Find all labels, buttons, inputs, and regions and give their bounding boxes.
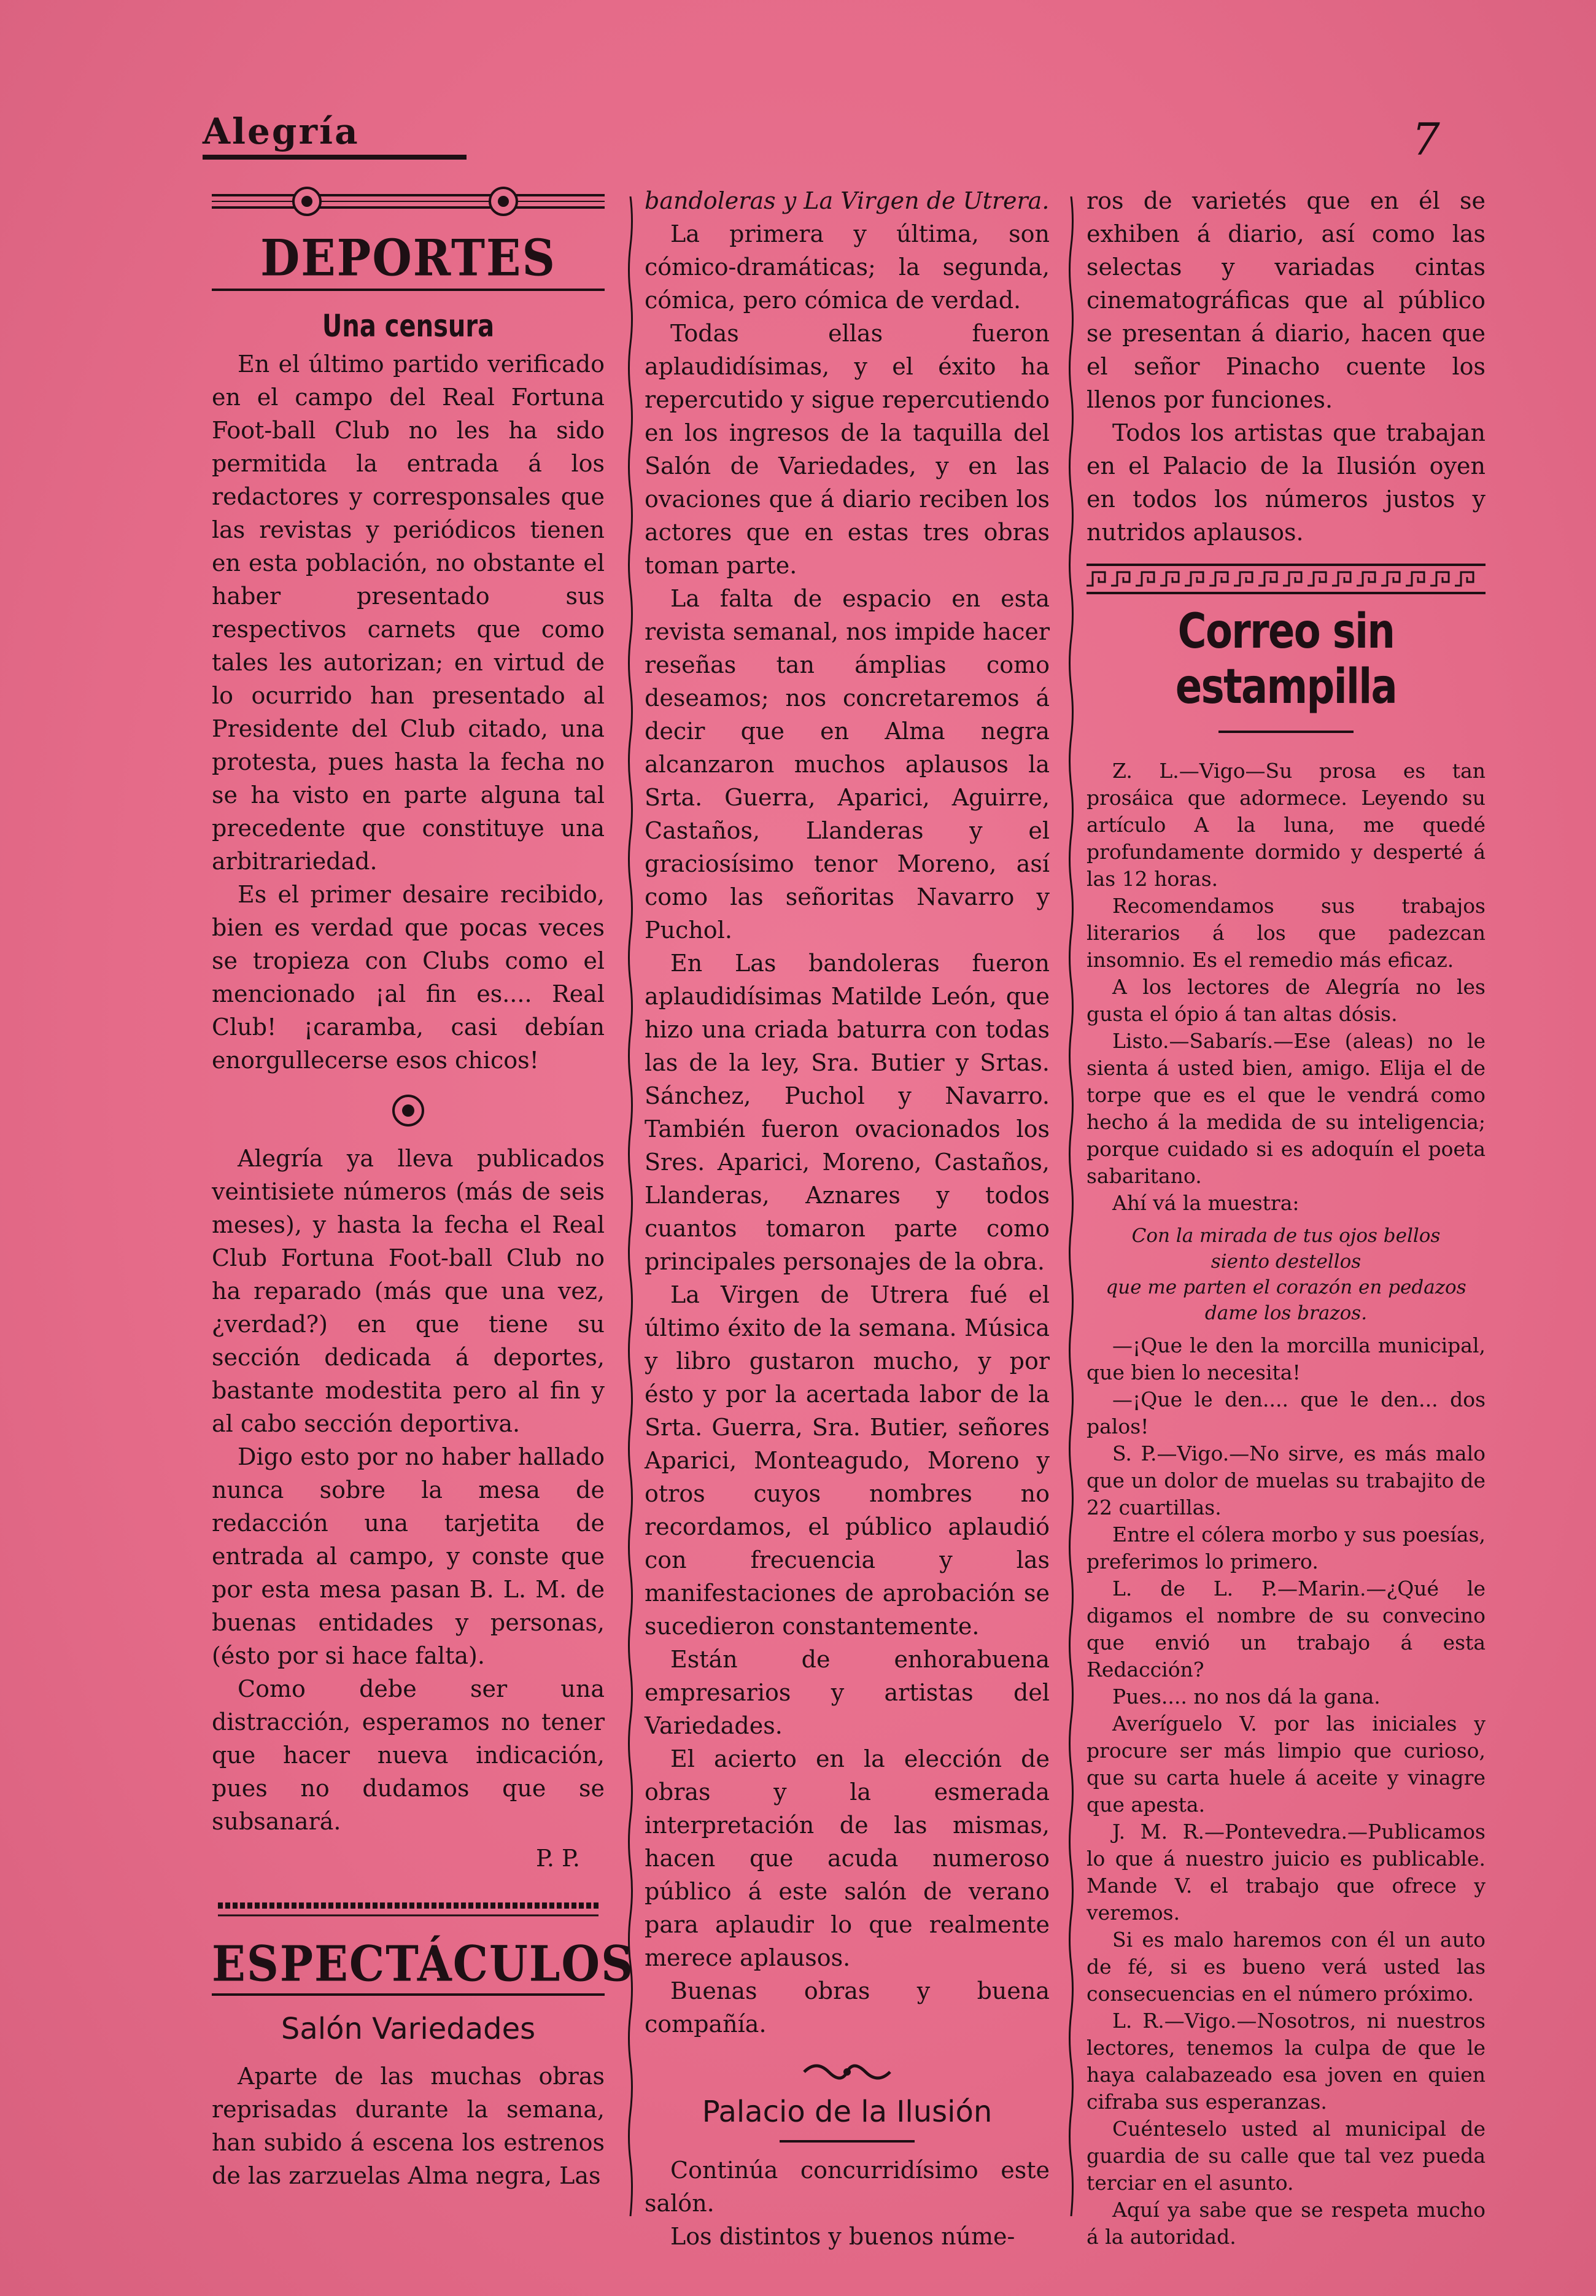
article-paragraph: En el último partido verificado en el campo del Real Fortuna Foot-ball Club no les ha sido permitida la entrada á los redactores y corresponsales que las revistas y periódicos tienen en esta población, no obstante el haber presentado sus respectivos carnets que como tales les autorizan; en virtud de lo ocurrido han presentado al Presidente del Club citado, una protesta, pues hasta la fecha no se ha visto en parte alguna tal precedente que constituye una arbitrariedad. (212, 351, 605, 875)
article-paragraph: Todos los artistas que trabajan en el Palacio de la Ilusión oyen en todos los números justos y nutridos aplausos. (1087, 419, 1486, 546)
mail-item: A los lectores de Alegría no les gusta el ópio á tan altas dósis. (1087, 975, 1486, 1026)
masthead: Alegría (203, 111, 360, 152)
verse-line: siento destellos (1211, 1251, 1362, 1273)
verse-line: dame los brazos. (1204, 1302, 1368, 1324)
greek-key-rule (1087, 561, 1486, 598)
article-paragraph: Alegría ya lleva publicados veintisiete números (más de seis meses), y hasta la fecha el Real Club Fortuna Foot-ball Club no ha reparado (más que una vez, ¿verdad?) en que tiene su sección dedicada á deportes, bastante modestita pero al fin y al cabo sección deportiva. (212, 1145, 605, 1437)
article-paragraph: La Virgen de Utrera fué el último éxito de la semana. Música y libro gustaron mucho, y por ésto y por la acertada labor de la Srta. Guerra, Sra. Butier, señores Aparici, Monteagudo, Moreno y otros cuyos nombres no recordamos, el público aplaudió con frecuencia y las manifestaciones de aprobación se sucedieron constantemente. (645, 1281, 1050, 1640)
article-title-palacio: Palacio de la Ilusión (702, 2095, 993, 2129)
mail-item: Recomendamos sus trabajos literarios á los que padezcan insomnio. Es el remedio más eficaz. (1087, 894, 1486, 972)
column-1 (212, 184, 635, 2192)
article-paragraph: Todas ellas fueron aplaudidísimas, y el éxito ha repercutido y sigue repercutiendo en los ingresos de la taquilla del Salón de Variedades, y en las ovaciones que á diario reciben los actores que en estas tres obras toman parte. (645, 320, 1050, 579)
column-rule-1 (626, 196, 635, 2216)
mail-item: Listo.—Sabarís.—Ese (aleas) no le sienta á usted bien, amigo. Elija el de torpe que es el que le vendrá como hecho á la medida de su inteligencia; porque cuidado si es adoquín el poeta sabaritano. (1087, 1029, 1486, 1188)
mail-item: —¡Que le den la morcilla municipal, que bien lo necesita! (1087, 1333, 1486, 1384)
flourish-icon (798, 2057, 896, 2087)
mail-item: Z. L.—Vigo—Su prosa es tan prosáica que adormece. Leyendo su artículo A la luna, me quedé profundamente dormido y desperté á las 12 horas. (1087, 759, 1486, 891)
ornament-rule-top (212, 184, 605, 219)
short-rule (1218, 731, 1354, 733)
mail-item: Entre el cólera morbo y sus poesías, preferimos lo primero. (1087, 1522, 1486, 1573)
article-paragraph: Están de enhorabuena empresarios y artistas del Variedades. (645, 1646, 1050, 1739)
article-title-salon: Salón Variedades (281, 2012, 536, 2046)
mail-item: Ahí vá la muestra: (1112, 1191, 1300, 1215)
page-number: 7 (1412, 114, 1440, 165)
mail-item: S. P.—Vigo.—No sirve, es más malo que un dolor de muelas su trabajito de 22 cuartillas. (1087, 1441, 1486, 1519)
column-3 (1087, 184, 1486, 2251)
mail-item: Aquí ya sabe que se respeta mucho á la autoridad. (1087, 2198, 1486, 2249)
star-ornament-icon (390, 1089, 427, 1132)
verse-block (1087, 1223, 1486, 1326)
mail-item: L. de L. P.—Marin.—¿Qué le digamos el nombre de su convecino que envió un trabajo á esta Redacción? (1087, 1577, 1486, 1681)
column-rule-2 (1067, 196, 1075, 2216)
verse-line: que me parten el corazón en pedazos (1106, 1276, 1466, 1298)
signature: P. P. (536, 1845, 580, 1872)
mail-item: Si es malo haremos con él un auto de fé, si es bueno verá usted las consecuencias en el número próximo. (1087, 1928, 1486, 2006)
dotted-rule (212, 1899, 605, 1924)
mail-item: Averíguelo V. por las iniciales y procure ser más limpio que curioso, que su carta huele á aceite y vinagre que apesta. (1087, 1712, 1486, 1817)
article-paragraph: Aparte de las muchas obras reprisadas durante la semana, han subido á escena los estrenos de las zarzuelas Alma negra, Las (212, 2063, 605, 2189)
article-paragraph: Continúa concurridísimo este salón. (645, 2157, 1050, 2217)
mail-item: Cuénteselo usted al municipal de guardia de su calle que tal vez pueda terciar en el asunto. (1087, 2117, 1486, 2195)
article-paragraph: En Las bandoleras fueron aplaudidísimas Matilde León, que hizo una criada baturra con todas las de la ley, Sra. Butier y Srtas. Sánchez, Puchol y Navarro. También fueron ovacionados los Sres. Aparici, Moreno, Castaños, Llanderas, Aznares y todos cuantos tomaron parte como principales personajes de la obra. (645, 950, 1050, 1275)
article-paragraph: La falta de espacio en esta revista semanal, nos impide hacer reseñas tan ámplias como deseamos; nos concretaremos á decir que en Alma negra alcanzaron muchos aplausos la Srta. Guerra, Aparici, Aguirre, Castaños, Llanderas y el graciosísimo tenor Moreno, así como las señoritas Navarro y Puchol. (645, 585, 1050, 944)
article-paragraph: La primera y última, son cómico-dramáticas; la segunda, cómica, pero cómica de verdad. (645, 220, 1050, 314)
article-paragraph: Es el primer desaire recibido, bien es verdad que pocas veces se tropieza con Clubs como el mencionado ¡al fin es.... Real Club! ¡caramba, casi debían enorgullecerse esos chicos! (212, 881, 605, 1074)
mail-item: J. M. R.—Pontevedra.—Publicamos lo que á nuestro juicio es publicable. Mande V. el trabajo que ofrece y veremos. (1087, 1820, 1486, 1925)
article-paragraph: bandoleras y La Virgen de Utrera. (645, 187, 1050, 214)
article-paragraph: Buenas obras y buena compañía. (645, 1977, 1050, 2038)
article-paragraph: Digo esto por no haber hallado nunca sobre la mesa de redacción una tarjetita de entrada al campo, y conste que por esta mesa pasan B. L. M. de buenas entidades y personas, (ésto por si hace falta). (212, 1443, 605, 1669)
article-paragraph: ros de varietés que en él se exhiben á diario, así como las selectas y variadas cintas cinematográficas que al público se presentan á diario, hacen que el señor Pinacho cuente los llenos por funciones. (1087, 187, 1486, 413)
mail-item: Pues.... no nos dá la gana. (1112, 1685, 1381, 1708)
article-paragraph: El acierto en la elección de obras y la esmerada interpretación de las mismas, hacen que acuda numeroso público á este salón de verano para aplaudir lo que realmente merece aplausos. (645, 1745, 1050, 1971)
verse-line: Con la mirada de tus ojos bellos (1131, 1225, 1441, 1247)
mail-item: —¡Que le den.... que le den... dos palos! (1087, 1387, 1486, 1438)
mail-item: L. R.—Vigo.—Nosotros, ni nuestros lectores, tenemos la culpa de que le haya calabazeado esa joven en quien cifraba sus esperanzas. (1087, 2009, 1486, 2114)
article-title-censura: Una censura (322, 308, 495, 344)
section-title-correo: Correo sin estampilla (1175, 604, 1397, 715)
article-paragraph: Como debe ser una distracción, esperamos no tener que hacer nueva indicación, pues no dudamos que se subsanará. (212, 1675, 605, 1835)
masthead-rule (203, 155, 467, 160)
article-paragraph: Los distintos y buenos núme- (670, 2223, 1015, 2250)
short-rule (780, 2140, 915, 2143)
section-title-espectaculos: ESPECTÁCULOS (212, 1934, 635, 1993)
column-2 (645, 184, 1050, 2253)
section-title-deportes: DEPORTES (260, 229, 556, 288)
